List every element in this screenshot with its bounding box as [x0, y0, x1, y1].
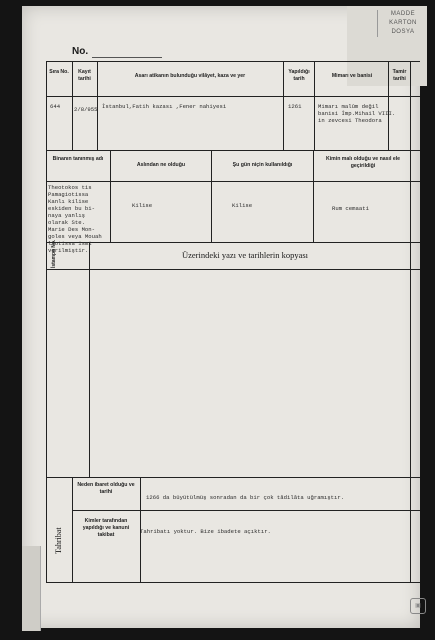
- archive-seal-icon: ▣: [410, 598, 426, 614]
- rule: [46, 61, 420, 62]
- header-su-gun: Şu gün niçin kullanıldığı: [232, 162, 293, 168]
- header-neden: Neden ibaret olduğu ve tarihi: [77, 482, 135, 495]
- header-binanin-adi: Binanın tanınmış adı: [52, 156, 104, 162]
- document-sheet: [22, 6, 420, 628]
- header-sira-no: Sıra No.: [49, 69, 69, 75]
- header-tahribat: Tahribat: [54, 527, 63, 554]
- rule: [46, 269, 420, 270]
- rule: [72, 510, 420, 511]
- value-su-gun: Kilise: [232, 202, 253, 209]
- header-kimler: Kimler tarafından yapıldığı ve kanuni takibat: [82, 518, 130, 538]
- rule: [46, 181, 420, 182]
- rule: [410, 61, 411, 582]
- rule: [46, 582, 420, 583]
- value-yer: İstanbul,Fatih kazası ,Fener nahiyesi: [102, 103, 227, 110]
- form-number-label: No.: [72, 46, 89, 57]
- rule: [46, 242, 420, 243]
- header-yapildigi-tarih: Yapıldığı tarih: [288, 69, 310, 82]
- value-binanin-adi: Theotokos tis Pamagiotissa Kanlı kilise eskiden bu bi- naya yanlış olarak Ste. Marie Des Mon- goles veya Mouah liotissa ismi verilmiştir.: [48, 184, 102, 254]
- header-kimin-mali: Kimin malı olduğu ve nasıl ele geçirildiği: [325, 156, 401, 169]
- header-uzerindeki: Üzerindeki yazı ve tarihlerin kopyası: [182, 250, 309, 260]
- rule: [313, 150, 314, 242]
- archive-stamp-top: [377, 10, 426, 37]
- value-sira-no: 644: [50, 103, 61, 110]
- rule: [46, 96, 420, 97]
- rule: [314, 61, 315, 150]
- stamp-line: MADDE: [390, 11, 416, 17]
- value-kimler: Tahribatı yoktur. Bize ibadete açıktır.: [140, 528, 271, 535]
- rule: [46, 477, 420, 478]
- header-kayit-tarihi: Kayıt tarihi: [78, 69, 91, 82]
- rule: [89, 242, 90, 477]
- value-mimar: Mimarı malûm değil banisi İmp.Mihail VIII. in zevcesi Theodora: [318, 103, 396, 124]
- value-kimin-mali: Rum cemaati: [332, 205, 369, 212]
- value-aslen: Kilise: [132, 202, 153, 209]
- rule: [46, 150, 420, 151]
- rule: [46, 61, 47, 582]
- header-mimar: Mimarı ve banisi: [331, 73, 373, 79]
- header-tamir: Tamir tarihi: [392, 69, 407, 82]
- value-yapildigi-tarih: 1261: [288, 103, 302, 110]
- value-neden: 1266 da büyütülmüş sonradan da bir çok tâdilâta uğramıştır.: [146, 494, 345, 501]
- form-number-line: [92, 57, 162, 58]
- archive-stamp-left: [22, 546, 41, 631]
- header-aslen: Aslından ne olduğu: [136, 162, 186, 168]
- stamp-line: DOSYA: [391, 29, 415, 35]
- header-istampa: İstampa No.: [51, 239, 57, 268]
- rule: [72, 477, 73, 582]
- value-kayit-tarihi: 2/8/955: [74, 106, 98, 113]
- header-yer: Asarı atikanın bulunduğu vilâyet, kaza ve yer: [134, 73, 246, 79]
- stamp-line: KARTON: [389, 20, 417, 26]
